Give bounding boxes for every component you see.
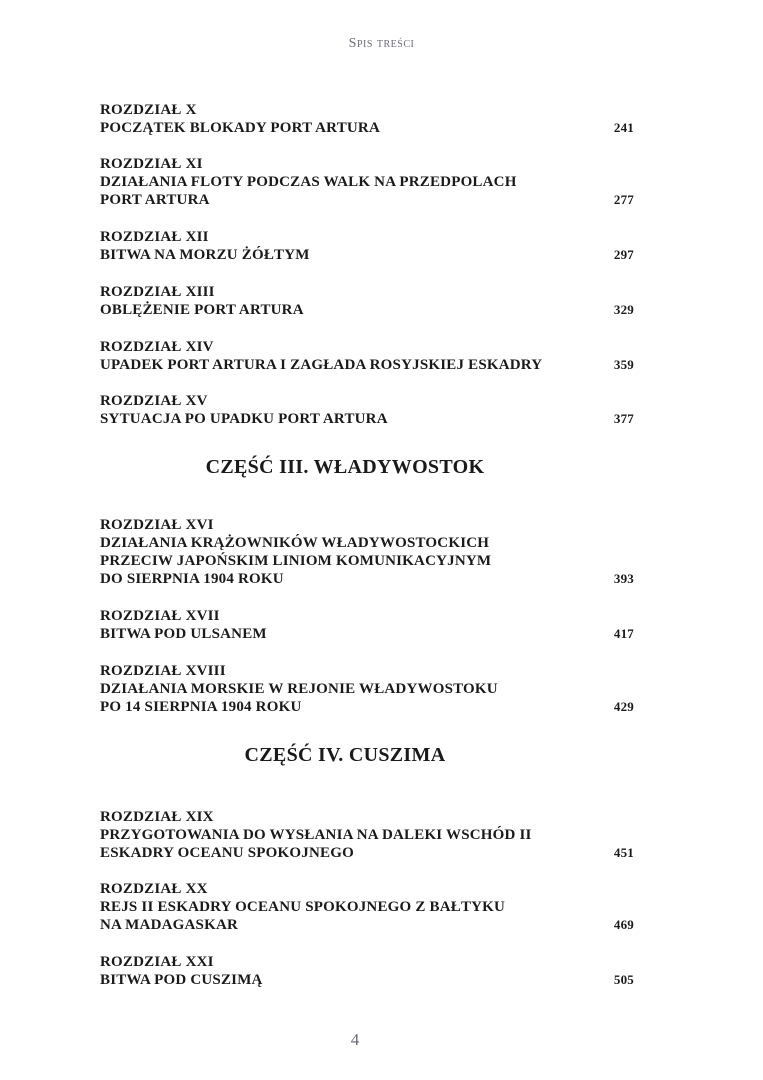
chapter-label: ROZDZIAŁ XIII bbox=[100, 284, 215, 300]
chapter-title-line: BITWA NA MORZU ŻÓŁTYM bbox=[100, 247, 310, 263]
part-heading-3: CZĘŚĆ III. WŁADYWOSTOK bbox=[205, 456, 485, 478]
chapter-label: ROZDZIAŁ XIV bbox=[100, 339, 214, 355]
toc-entry[interactable] bbox=[100, 880, 634, 934]
chapter-title-line: BITWA POD CUSZIMĄ bbox=[100, 972, 263, 988]
chapter-label: ROZDZIAŁ XX bbox=[100, 881, 208, 897]
chapter-label: ROZDZIAŁ X bbox=[100, 102, 197, 118]
chapter-title-line: REJS II ESKADRY OCEANU SPOKOJNEGO Z BAŁTYKU bbox=[100, 899, 506, 915]
toc-entry[interactable] bbox=[100, 392, 634, 428]
toc-entry[interactable] bbox=[100, 516, 634, 588]
toc-entry[interactable] bbox=[100, 607, 634, 643]
page-ref: 469 bbox=[613, 917, 634, 932]
page-ref: 429 bbox=[613, 699, 634, 714]
running-header: Spis treści bbox=[348, 36, 415, 51]
chapter-label: ROZDZIAŁ XVIII bbox=[100, 663, 226, 679]
page-ref: 359 bbox=[613, 357, 634, 372]
toc-entry[interactable] bbox=[100, 101, 634, 137]
page-ref: 277 bbox=[613, 192, 634, 207]
chapter-label: ROZDZIAŁ XII bbox=[100, 229, 209, 245]
chapter-title-line: PRZYGOTOWANIA DO WYSŁANIA NA DALEKI WSCHÓD II bbox=[100, 827, 532, 843]
chapter-title-line: DZIAŁANIA MORSKIE W REJONIE WŁADYWOSTOKU bbox=[100, 681, 498, 697]
toc-entry[interactable] bbox=[100, 155, 634, 209]
chapter-title-line: DO SIERPNIA 1904 ROKU bbox=[100, 571, 284, 587]
chapter-title-line: SYTUACJA PO UPADKU PORT ARTURA bbox=[100, 411, 388, 427]
page-ref: 451 bbox=[613, 845, 634, 860]
chapter-label: ROZDZIAŁ XI bbox=[100, 156, 203, 172]
chapter-title-line: NA MADAGASKAR bbox=[100, 917, 239, 933]
chapter-title-line: ESKADRY OCEANU SPOKOJNEGO bbox=[100, 845, 354, 861]
chapter-label: ROZDZIAŁ XV bbox=[100, 393, 208, 409]
chapter-title-line: PO 14 SIERPNIA 1904 ROKU bbox=[100, 699, 302, 715]
toc-entry[interactable] bbox=[100, 662, 634, 716]
page-ref: 393 bbox=[613, 571, 634, 586]
chapter-label: ROZDZIAŁ XIX bbox=[100, 809, 214, 825]
part-heading-4: CZĘŚĆ IV. CUSZIMA bbox=[244, 744, 446, 766]
toc-entry[interactable] bbox=[100, 808, 634, 862]
page-ref: 505 bbox=[613, 972, 634, 987]
chapter-title-line: DZIAŁANIA FLOTY PODCZAS WALK NA PRZEDPOLACH bbox=[100, 174, 517, 190]
chapter-title-line: PRZECIW JAPOŃSKIM LINIOM KOMUNIKACYJNYM bbox=[100, 553, 492, 569]
toc-entry[interactable] bbox=[100, 283, 634, 319]
page-ref: 417 bbox=[613, 626, 634, 641]
toc-entry[interactable] bbox=[100, 228, 634, 264]
page-ref: 241 bbox=[613, 120, 634, 135]
page-number: 4 bbox=[350, 1030, 360, 1049]
chapter-label: ROZDZIAŁ XVII bbox=[100, 608, 220, 624]
chapter-title-line: UPADEK PORT ARTURA I ZAGŁADA ROSYJSKIEJ ESKADRY bbox=[100, 357, 543, 373]
chapter-title-line: OBLĘŻENIE PORT ARTURA bbox=[100, 302, 304, 318]
chapter-title-line: DZIAŁANIA KRĄŻOWNIKÓW WŁADYWOSTOCKICH bbox=[100, 535, 490, 551]
toc-entry[interactable] bbox=[100, 338, 634, 374]
page-ref: 329 bbox=[613, 302, 634, 317]
chapter-title-line: BITWA POD ULSANEM bbox=[100, 626, 267, 642]
chapter-label: ROZDZIAŁ XXI bbox=[100, 954, 214, 970]
chapter-title-line: POCZĄTEK BLOKADY PORT ARTURA bbox=[100, 120, 380, 136]
chapter-label: ROZDZIAŁ XVI bbox=[100, 517, 214, 533]
page-ref: 297 bbox=[613, 247, 634, 262]
toc-entry[interactable] bbox=[100, 953, 634, 989]
chapter-title-line: PORT ARTURA bbox=[100, 192, 210, 208]
page-ref: 377 bbox=[613, 411, 634, 426]
